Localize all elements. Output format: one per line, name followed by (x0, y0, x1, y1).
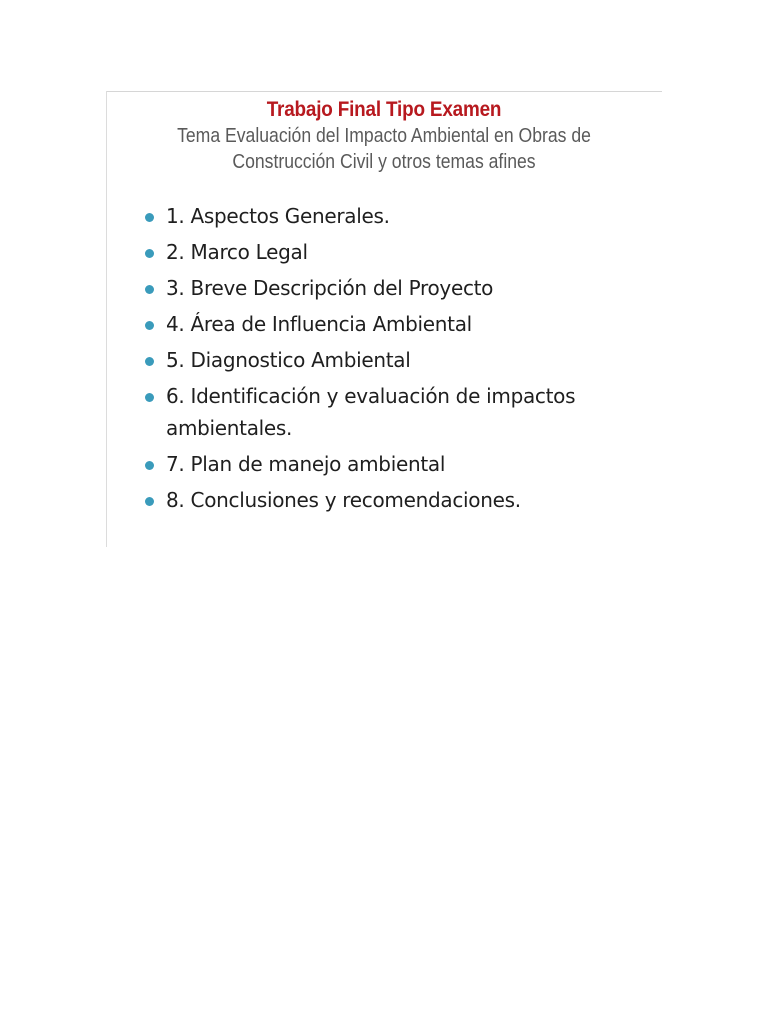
bullet-dot-icon (145, 497, 154, 506)
bullet-dot-icon (145, 321, 154, 330)
list-item (140, 200, 640, 232)
bullet-dot-icon (145, 461, 154, 470)
list-item-label: 5. Diagnostico Ambiental (166, 348, 411, 372)
list-item (140, 380, 640, 444)
slide-title: Trabajo Final Tipo Examen (266, 98, 502, 121)
list-item (140, 236, 640, 268)
list-item (140, 308, 640, 340)
bullet-dot-icon (145, 357, 154, 366)
topic-list (140, 200, 640, 520)
slide-subtitle-line-1: Tema Evaluación del Impacto Ambiental en Obras de (177, 125, 591, 147)
bullet-dot-icon (145, 213, 154, 222)
list-item-label: 8. Conclusiones y recomendaciones. (166, 488, 521, 512)
list-item (140, 484, 640, 516)
list-item-label: 1. Aspectos Generales. (166, 204, 390, 228)
list-item-label: 3. Breve Descripción del Proyecto (166, 276, 494, 300)
list-item-label: 6. Identificación y evaluación de impactos ambientales. (166, 384, 576, 440)
list-item-label: 7. Plan de manejo ambiental (166, 452, 446, 476)
list-item-label: 2. Marco Legal (166, 240, 308, 264)
bullet-dot-icon (145, 285, 154, 294)
bullet-dot-icon (145, 249, 154, 258)
list-item (140, 344, 640, 376)
slide-top-border (106, 91, 662, 92)
bullet-dot-icon (145, 393, 154, 402)
list-item (140, 272, 640, 304)
slide-header (106, 97, 662, 175)
list-item-label: 4. Área de Influencia Ambiental (166, 312, 472, 336)
slide-subtitle-line-2: Construcción Civil y otros temas afines (232, 151, 536, 173)
list-item (140, 448, 640, 480)
